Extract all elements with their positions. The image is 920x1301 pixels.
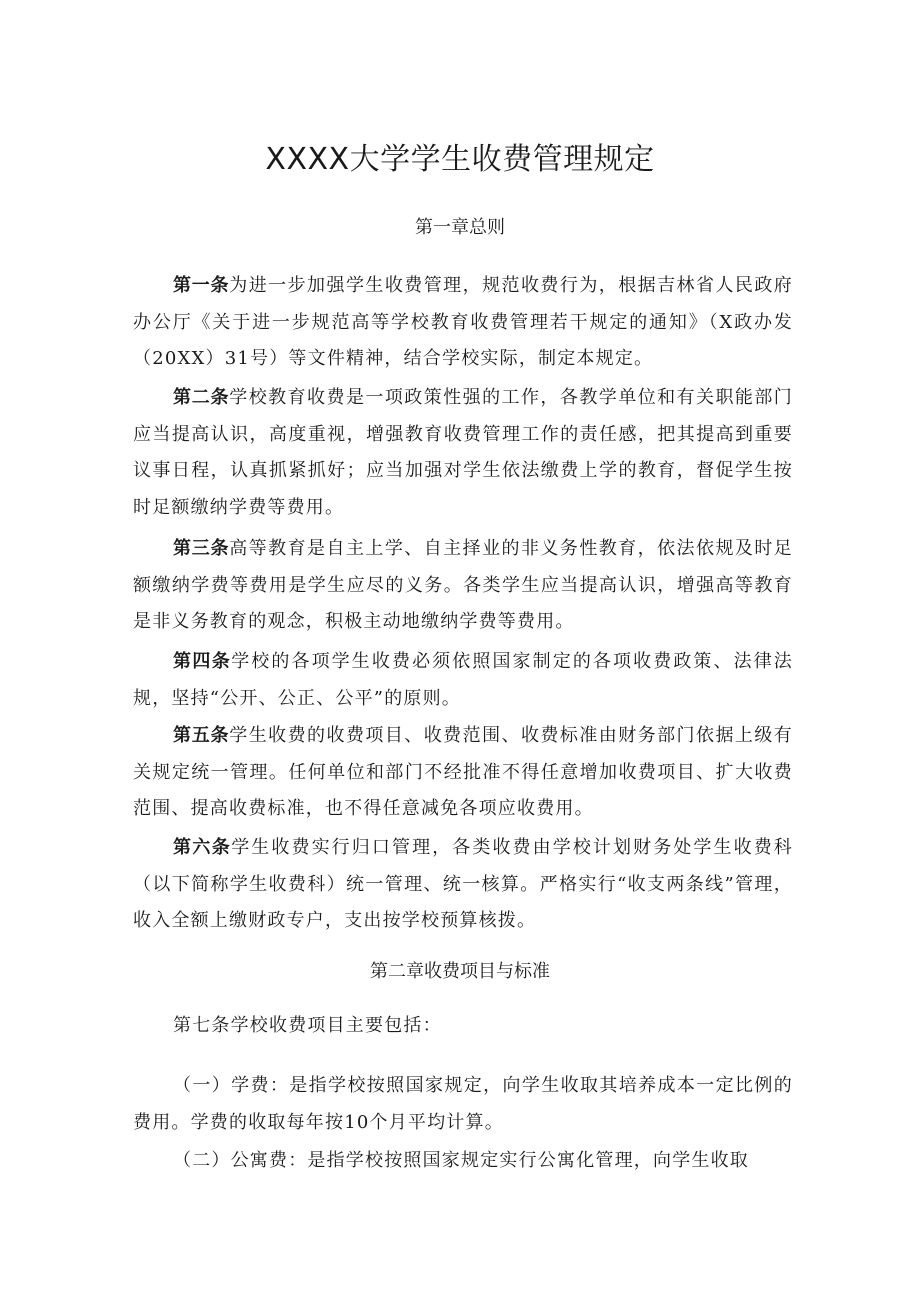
article-text: 学生收费实行归口管理，各类收费由学校计划财务处学生收费科（以下简称学生收费科）统一管理、统一核算。严格实行“收支两条线”管理，收入全额上缴财政专户，支出按学校预算核拨。: [133, 837, 794, 931]
chapter-2-heading: 第二章收费项目与标准: [370, 961, 550, 982]
article-5: [133, 718, 793, 828]
article-label: 第五条: [173, 725, 230, 746]
document-title: XXXX大学学生收费管理规定: [265, 142, 655, 177]
article-1: [133, 268, 793, 378]
article-6: [133, 830, 793, 940]
article-text: 高等教育是自主上学、自主择业的非义务性教育，依法依规及时足额缴纳学费等费用是学生应尽的义务。各类学生应当提高认识，增强高等教育是非义务教育的观念，积极主动地缴纳学费等费用。: [133, 538, 794, 632]
article-label: 第六条: [173, 837, 232, 858]
article-label: 第三条: [173, 538, 230, 559]
item-1: （一）学费：是指学校按照国家规定，向学生收取其培养成本一定比例的费用。学费的收取每年按10个月平均计算。: [133, 1075, 793, 1133]
article-4: [133, 644, 793, 717]
article-label: 第二条: [173, 387, 230, 408]
article-label: 第一条: [173, 275, 230, 296]
article-label: 第四条: [173, 651, 232, 672]
article-text: 学校的各项学生收费必须依照国家制定的各项收费政策、法律法规，坚持“公开、公正、公平”的原则。: [133, 651, 794, 709]
item-2: （二）公寓费：是指学校按照国家规定实行公寓化管理，向学生收取: [173, 1150, 749, 1171]
article-2: [133, 380, 793, 526]
chapter-1-heading: 第一章总则: [415, 217, 505, 238]
article-text: 为进一步加强学生收费管理，规范收费行为，根据吉林省人民政府办公厅《关于进一步规范高等学校教育收费管理若干规定的通知》（X政办发（20XX）31号）等文件精神，结合学校实际，制定本规定。: [133, 275, 794, 369]
article-text: 学校教育收费是一项政策性强的工作，各教学单位和有关职能部门应当提高认识，高度重视，增强教育收费管理工作的责任感，把其提高到重要议事日程，认真抓紧抓好；应当加强对学生依法缴费上学的教育，督促学生按时足额缴纳学费等费用。: [133, 387, 794, 518]
article-3: [133, 531, 793, 641]
article-text: 学生收费的收费项目、收费范围、收费标准由财务部门依据上级有关规定统一管理。任何单位和部门不经批准不得任意增加收费项目、扩大收费范围、提高收费标准，也不得任意减免各项应收费用。: [133, 725, 794, 819]
article-7: 第七条学校收费项目主要包括：: [173, 1015, 442, 1036]
